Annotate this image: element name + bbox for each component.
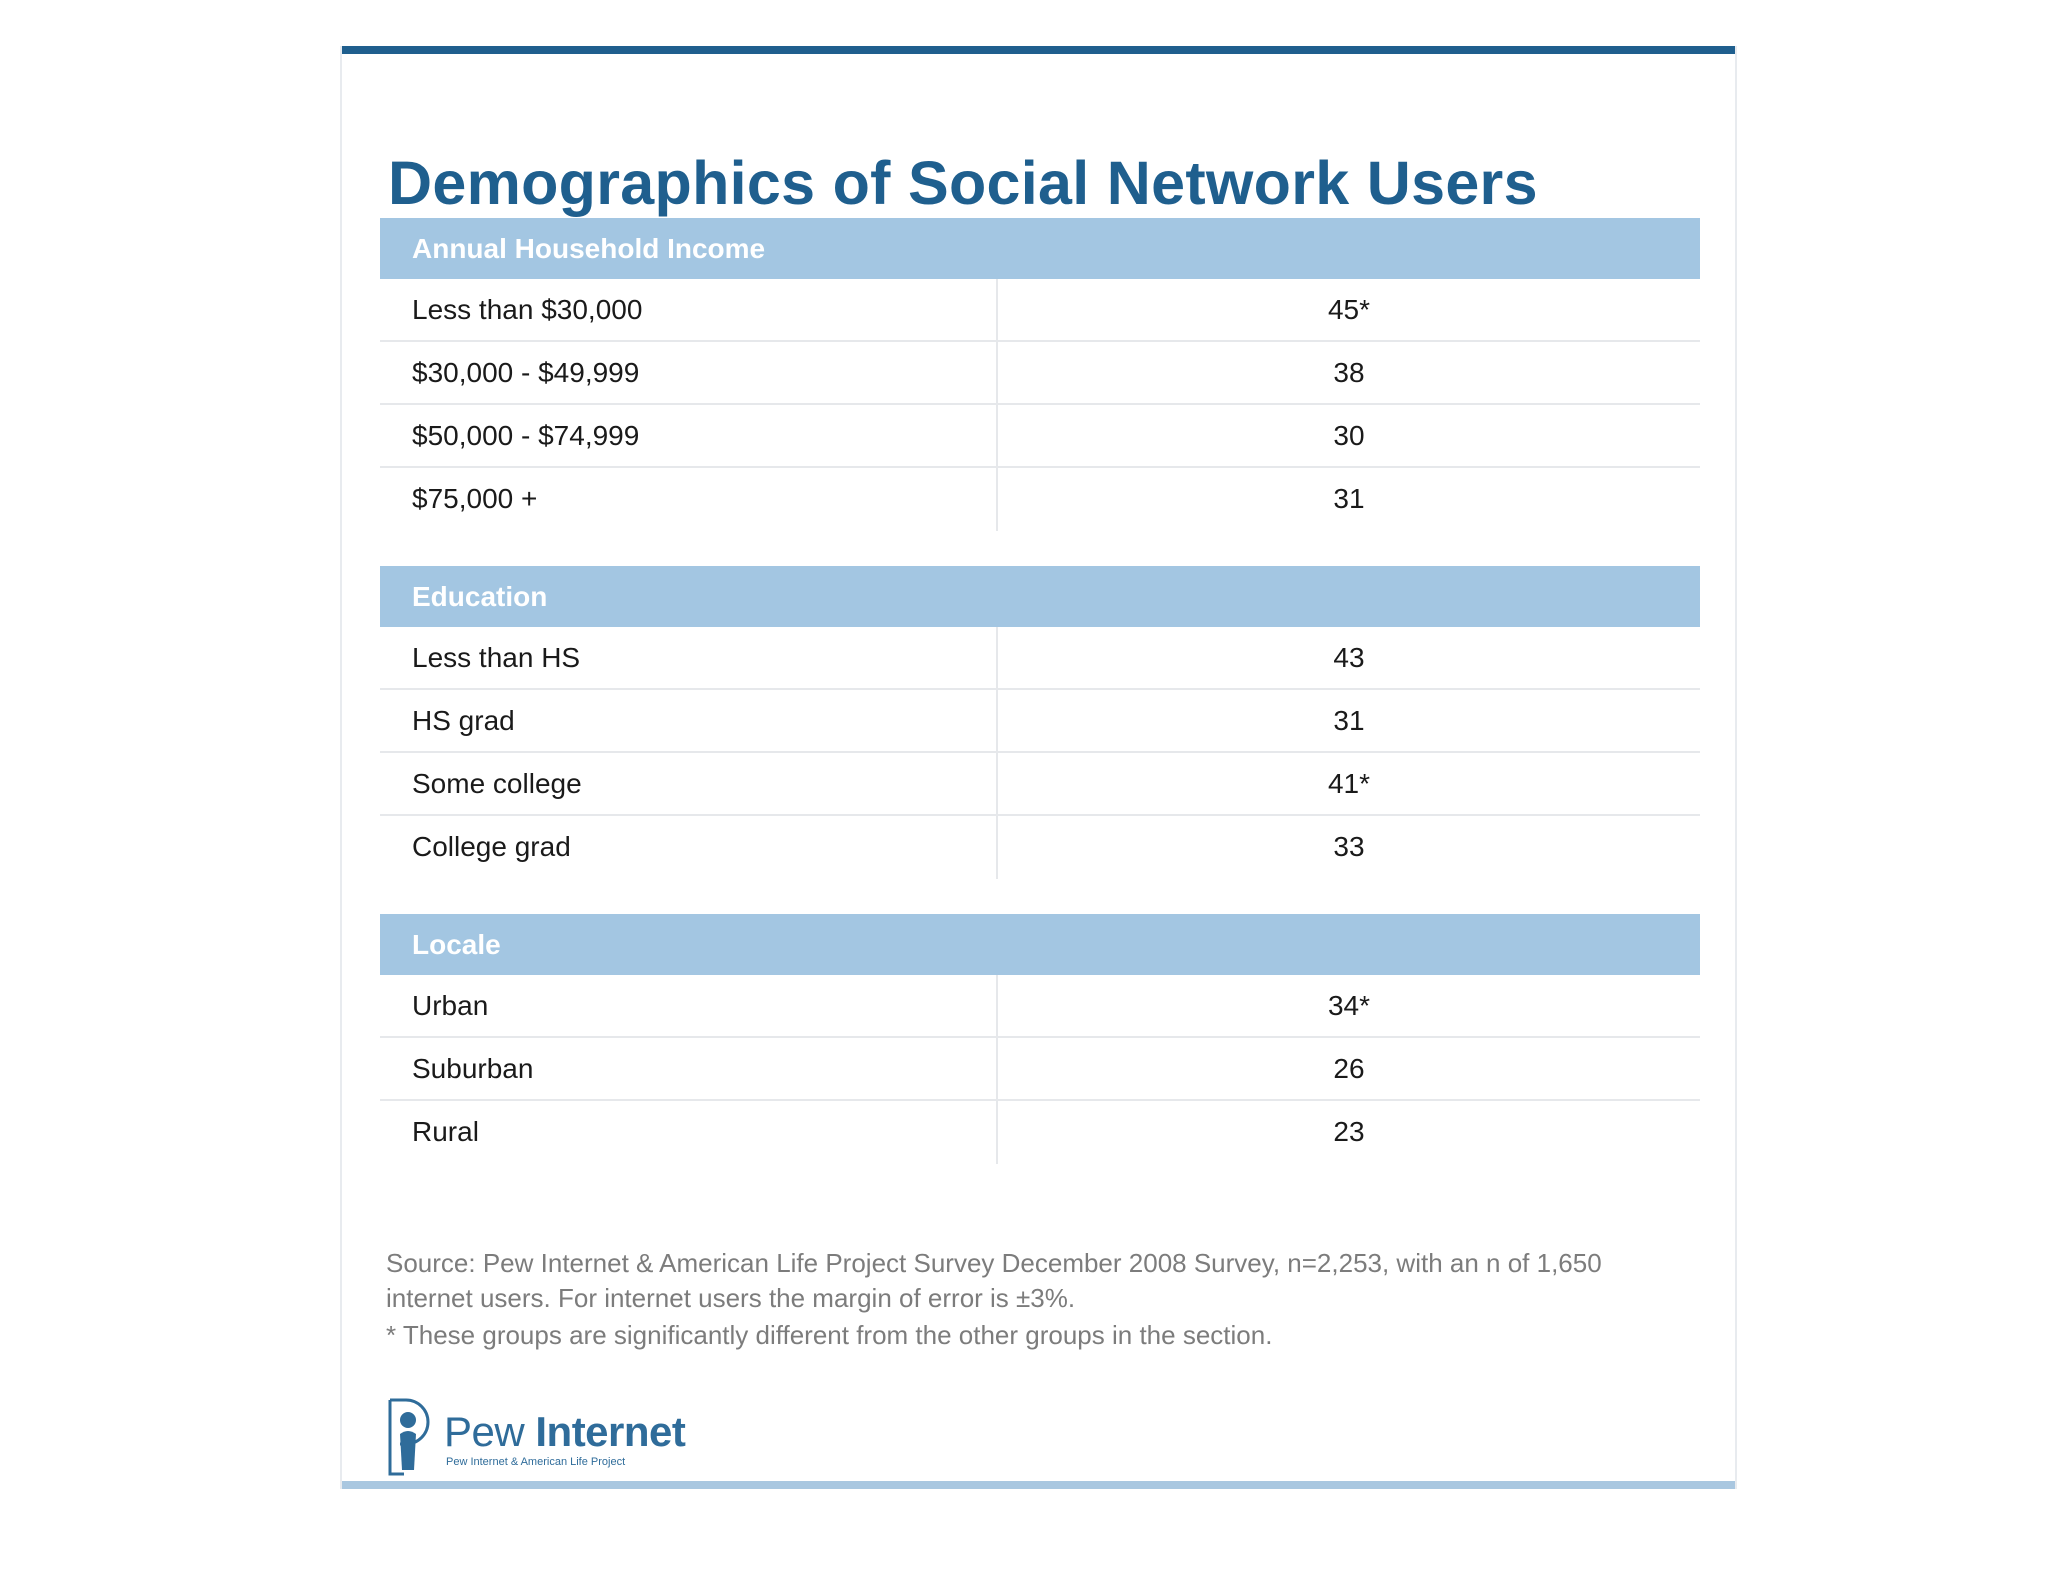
row-value: 41* [1327,768,1371,799]
table-row [380,627,1700,690]
table-row [380,1101,1700,1164]
row-value: 31 [1333,483,1365,514]
bottom-accent-bar [342,1481,1735,1489]
row-value: 26 [1333,1053,1365,1084]
chart-card [340,46,1737,1489]
table-row [380,342,1700,405]
significance-footnote: * These groups are significantly different from the other groups in the section. [386,1320,1273,1350]
table-row [380,816,1700,879]
row-label: HS grad [380,690,998,751]
row-label: College grad [380,816,998,879]
row-value: 43 [1333,642,1365,673]
table-row [380,405,1700,468]
row-label: $75,000 + [380,468,998,531]
row-value: 23 [1333,1116,1365,1147]
section-header: Annual Household Income [380,218,1700,279]
section-header: Locale [380,914,1700,975]
table-section [380,566,1700,879]
table-section [380,914,1700,1164]
logo-subtitle: Pew Internet & American Life Project [446,1456,626,1468]
row-label: Suburban [380,1038,998,1099]
row-label: Less than $30,000 [380,279,998,340]
table-section [380,218,1700,531]
page-title: Demographics of Social Network Users [388,149,1538,217]
row-label: Urban [380,975,998,1036]
data-table [380,218,1700,1199]
row-value: 38 [1333,357,1365,388]
pew-internet-logo [380,1394,700,1478]
table-row [380,279,1700,342]
logo-word-pew: Pew [444,1408,525,1455]
row-label: $50,000 - $74,999 [380,405,998,466]
top-accent-bar [342,46,1735,54]
section-header: Education [380,566,1700,627]
row-value: 30 [1333,420,1365,451]
row-label: Some college [380,753,998,814]
table-row [380,753,1700,816]
row-value: 31 [1333,705,1365,736]
row-value: 34* [1327,990,1371,1021]
row-value: 45* [1327,294,1371,325]
row-value: 33 [1333,831,1365,862]
table-row [380,468,1700,531]
table-row [380,975,1700,1038]
logo-word-internet: Internet [535,1408,686,1455]
logo-wordmark [444,1408,685,1456]
pew-logo-icon [380,1394,436,1478]
row-label: $30,000 - $49,999 [380,342,998,403]
table-row [380,690,1700,753]
row-label: Rural [380,1101,998,1164]
table-row [380,1038,1700,1101]
row-label: Less than HS [380,627,998,688]
source-note: Source: Pew Internet & American Life Project Survey December 2008 Survey, n=2,253, with an n of 1,650 internet users. For internet users the margin of error is ±3%. [386,1248,1602,1313]
